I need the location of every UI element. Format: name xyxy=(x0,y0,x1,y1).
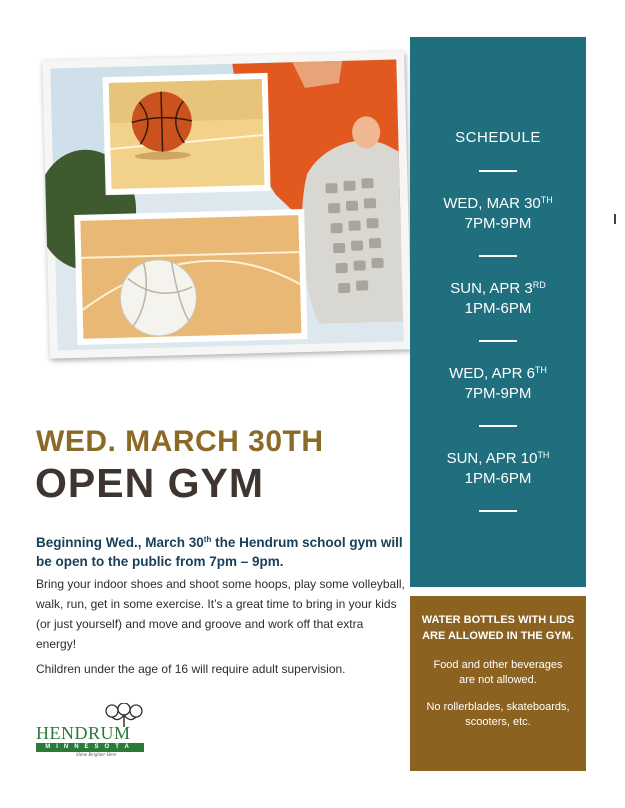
sports-photo-collage xyxy=(42,51,412,358)
logo-tagline: Shine Brighter Here xyxy=(76,753,117,758)
wheels-notice: No rollerblades, skateboards, scooters, etc. xyxy=(426,701,570,728)
margin-mark xyxy=(614,214,616,224)
logo-state: MINNESOTA xyxy=(36,743,144,752)
entry-time: 7PM-9PM xyxy=(464,215,532,232)
food-notice: Food and other beverages are not allowed. xyxy=(433,659,563,686)
entry-suffix: TH xyxy=(534,365,547,375)
lead-text-end: the Hendrum school gym will be open to the public from 7pm – 9pm. xyxy=(36,535,403,569)
divider xyxy=(479,170,517,172)
divider xyxy=(479,510,517,512)
schedule-entry xyxy=(410,364,586,404)
entry-suffix: RD xyxy=(532,280,546,290)
entry-time: 1PM-6PM xyxy=(464,470,532,487)
lead-paragraph xyxy=(36,533,406,571)
entry-day: SUN, APR 3 xyxy=(450,280,533,297)
hendrum-logo xyxy=(36,703,148,759)
entry-suffix: TH xyxy=(537,450,550,460)
schedule-entry xyxy=(410,279,586,319)
event-title-heading: OPEN GYM xyxy=(35,460,264,506)
lead-ordinal: th xyxy=(203,535,212,544)
entry-time: 7PM-9PM xyxy=(464,385,532,402)
event-date-heading: WED. MARCH 30TH xyxy=(36,425,324,458)
entry-time: 1PM-6PM xyxy=(464,300,532,317)
schedule-entry xyxy=(410,194,586,234)
supervision-paragraph: Children under the age of 16 will require adult supervision. xyxy=(36,662,346,676)
divider xyxy=(479,425,517,427)
entry-day: WED, MAR 30 xyxy=(443,195,541,212)
water-bottle-notice: WATER BOTTLES WITH LIDS ARE ALLOWED IN THE GYM. xyxy=(421,614,575,642)
logo-wordmark: HENDRUM xyxy=(36,723,131,743)
entry-day: SUN, APR 10 xyxy=(446,450,538,467)
divider xyxy=(479,340,517,342)
divider xyxy=(479,255,517,257)
schedule-title: SCHEDULE xyxy=(455,129,541,146)
schedule-panel xyxy=(410,37,586,587)
entry-day: WED, APR 6 xyxy=(449,365,535,382)
description-paragraph: Bring your indoor shoes and shoot some hoops, play some volleyball, walk, run, get in some exercise. It’s a great time to bring in your kids (or just yourself) and move and groove and work off that extra energy! xyxy=(36,577,405,651)
entry-suffix: TH xyxy=(540,195,553,205)
schedule-entry xyxy=(410,449,586,489)
rules-panel xyxy=(410,596,586,771)
lead-text-start: Beginning Wed., March 30 xyxy=(36,535,204,550)
